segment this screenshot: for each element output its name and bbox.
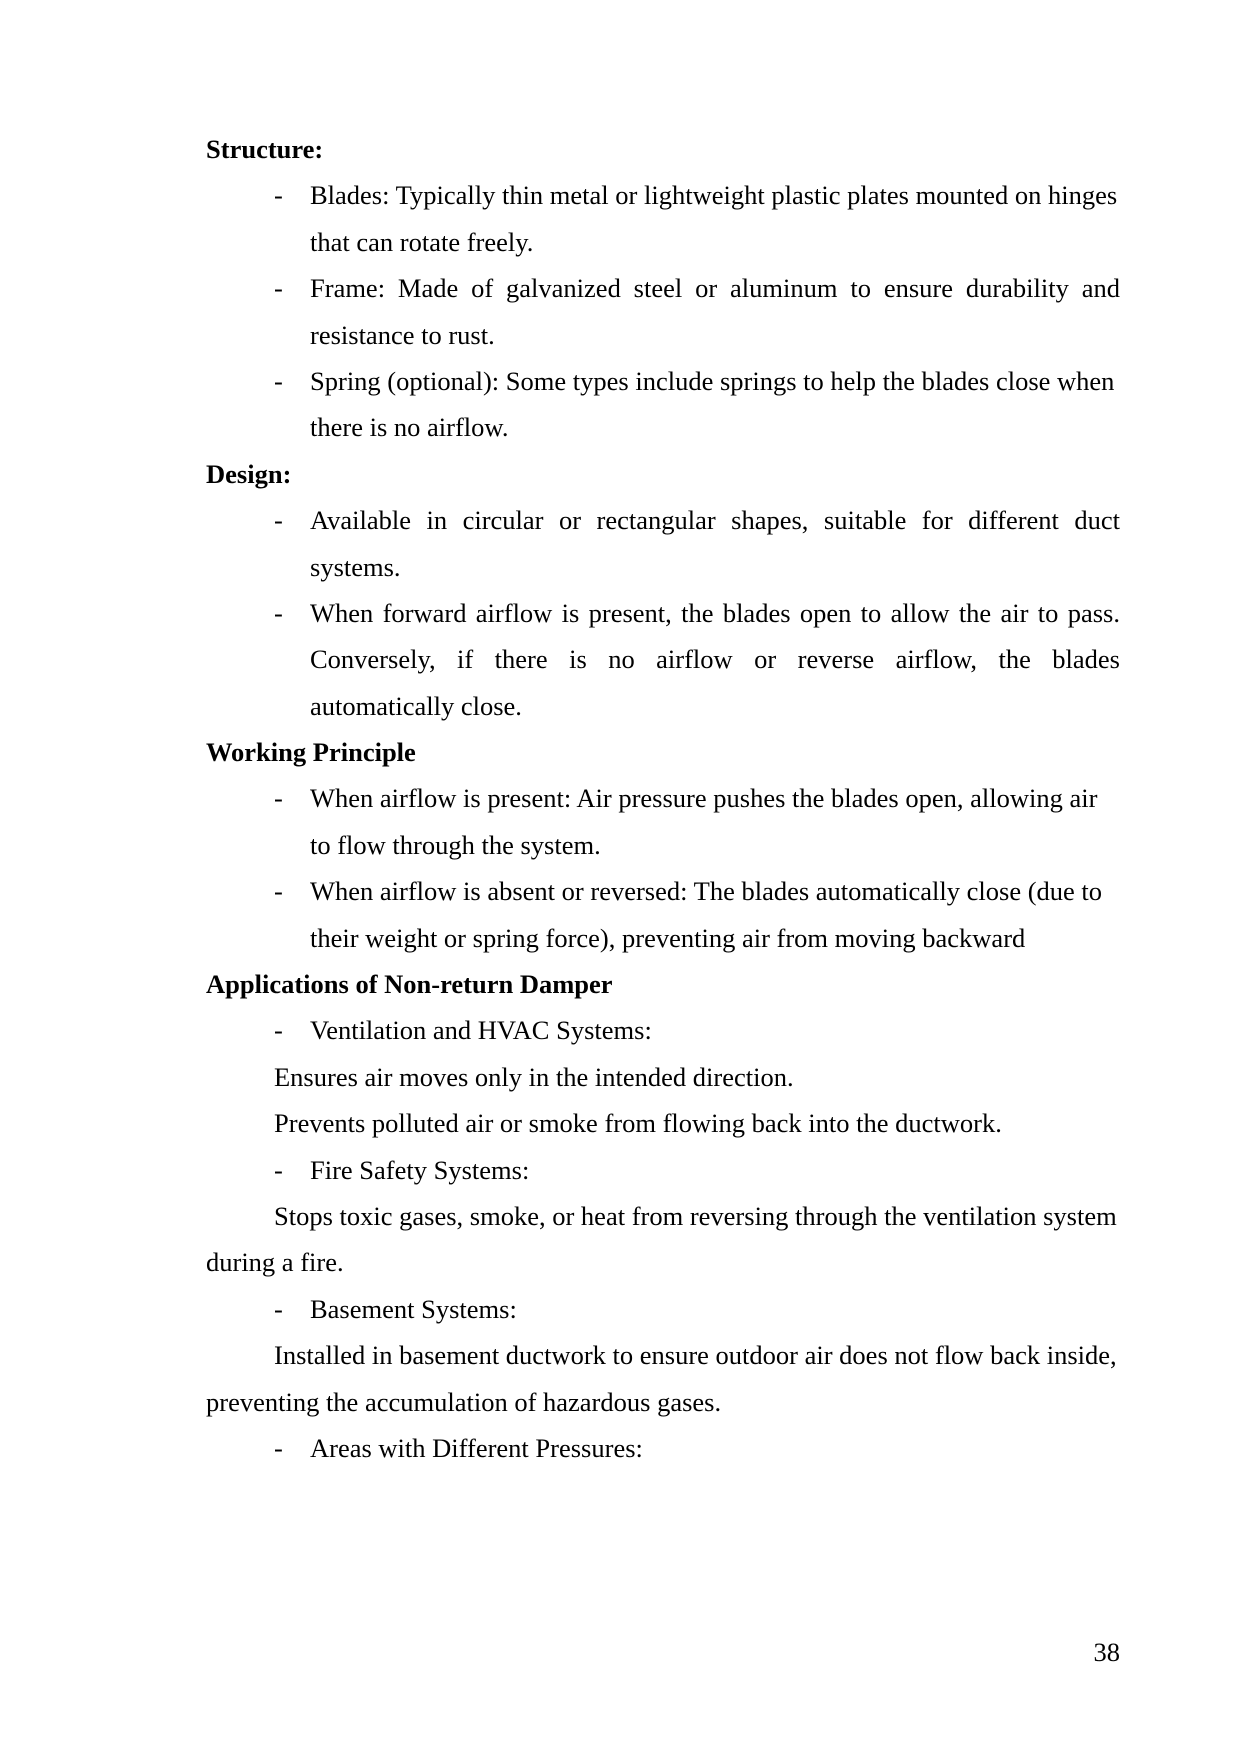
bullet-dash: - — [274, 505, 283, 536]
bullet-dash: - — [274, 273, 283, 304]
text-line: Ensures air moves only in the intended direction. — [274, 1061, 794, 1092]
text-line: Installed in basement ductwork to ensure outdoor air does not flow back inside, — [274, 1340, 1117, 1371]
text-line — [206, 497, 1120, 543]
bullet-text: Ventilation and HVAC Systems: — [310, 1015, 652, 1046]
heading-text: Working Principle — [206, 737, 416, 768]
bullet-text: Fire Safety Systems: — [310, 1154, 530, 1185]
text-line: preventing the accumulation of hazardous gases. — [206, 1386, 722, 1417]
text-line: during a fire. — [206, 1247, 344, 1278]
section-heading — [206, 961, 1120, 1007]
bullet-dash: - — [274, 1015, 283, 1046]
text-line: systems. — [310, 551, 401, 582]
bullet-item — [206, 1425, 1120, 1471]
section-heading — [206, 126, 1120, 172]
page-number: 38 — [1093, 1637, 1120, 1667]
bullet-text: When airflow is present: Air pressure pushes the blades open, allowing air — [310, 783, 1098, 814]
text-line: that can rotate freely. — [310, 226, 534, 257]
paragraph — [206, 1054, 1120, 1100]
section-heading — [206, 451, 1120, 497]
heading-text: Design: — [206, 458, 292, 489]
bullet-text: Frame: Made of galvanized steel or aluminum to ensure durability and — [310, 273, 1120, 304]
bullet-dash: - — [274, 1293, 283, 1324]
document-body — [206, 126, 1120, 1471]
text-line — [206, 358, 1120, 404]
bullet-item — [206, 775, 1120, 868]
paragraph — [206, 1332, 1120, 1425]
heading-text: Applications of Non-return Damper — [206, 969, 613, 1000]
text-line — [206, 1007, 1120, 1053]
paragraph — [206, 1100, 1120, 1146]
bullet-text: Basement Systems: — [310, 1293, 517, 1324]
bullet-item — [206, 1007, 1120, 1053]
bullet-dash: - — [274, 597, 283, 628]
bullet-item — [206, 1147, 1120, 1193]
heading-text: Structure: — [206, 134, 324, 164]
bullet-item — [206, 868, 1120, 961]
text-line — [206, 868, 1120, 914]
text-line — [206, 1425, 1120, 1471]
bullet-item — [206, 497, 1120, 590]
bullet-dash: - — [274, 876, 283, 907]
text-line: Stops toxic gases, smoke, or heat from reversing through the ventilation system — [274, 1200, 1117, 1231]
bullet-item — [206, 1286, 1120, 1332]
text-line: their weight or spring force), preventing air from moving backward — [310, 922, 1026, 953]
bullet-dash: - — [274, 180, 283, 211]
bullet-dash: - — [274, 1154, 283, 1185]
text-line: Conversely, if there is no airflow or reverse airflow, the blades — [310, 644, 1120, 675]
text-line: resistance to rust. — [310, 319, 495, 350]
bullet-text: Blades: Typically thin metal or lightweight plastic plates mounted on hinges — [310, 180, 1118, 211]
text-line — [206, 172, 1120, 218]
bullet-text: When forward airflow is present, the blades open to allow the air to pass. — [310, 597, 1120, 628]
text-line: Prevents polluted air or smoke from flowing back into the ductwork. — [274, 1108, 1002, 1139]
bullet-item — [206, 265, 1120, 358]
text-line — [206, 265, 1120, 311]
bullet-dash: - — [274, 783, 283, 814]
bullet-text: Available in circular or rectangular shapes, suitable for different duct — [310, 505, 1120, 536]
text-line — [206, 1147, 1120, 1193]
bullet-dash: - — [274, 1432, 283, 1463]
text-line: there is no airflow. — [310, 412, 509, 443]
bullet-dash: - — [274, 365, 283, 396]
paragraph — [206, 1193, 1120, 1286]
bullet-text: Spring (optional): Some types include springs to help the blades close when — [310, 365, 1115, 396]
section-heading — [206, 729, 1120, 775]
bullet-item — [206, 172, 1120, 265]
text-line: automatically close. — [310, 690, 522, 721]
bullet-item — [206, 358, 1120, 451]
bullet-text: Areas with Different Pressures: — [310, 1432, 643, 1463]
text-line — [206, 590, 1120, 636]
text-line — [206, 1286, 1120, 1332]
bullet-text: When airflow is absent or reversed: The blades automatically close (due to — [310, 876, 1103, 907]
bullet-item — [206, 590, 1120, 729]
text-line: to flow through the system. — [310, 829, 601, 860]
text-line — [206, 775, 1120, 821]
